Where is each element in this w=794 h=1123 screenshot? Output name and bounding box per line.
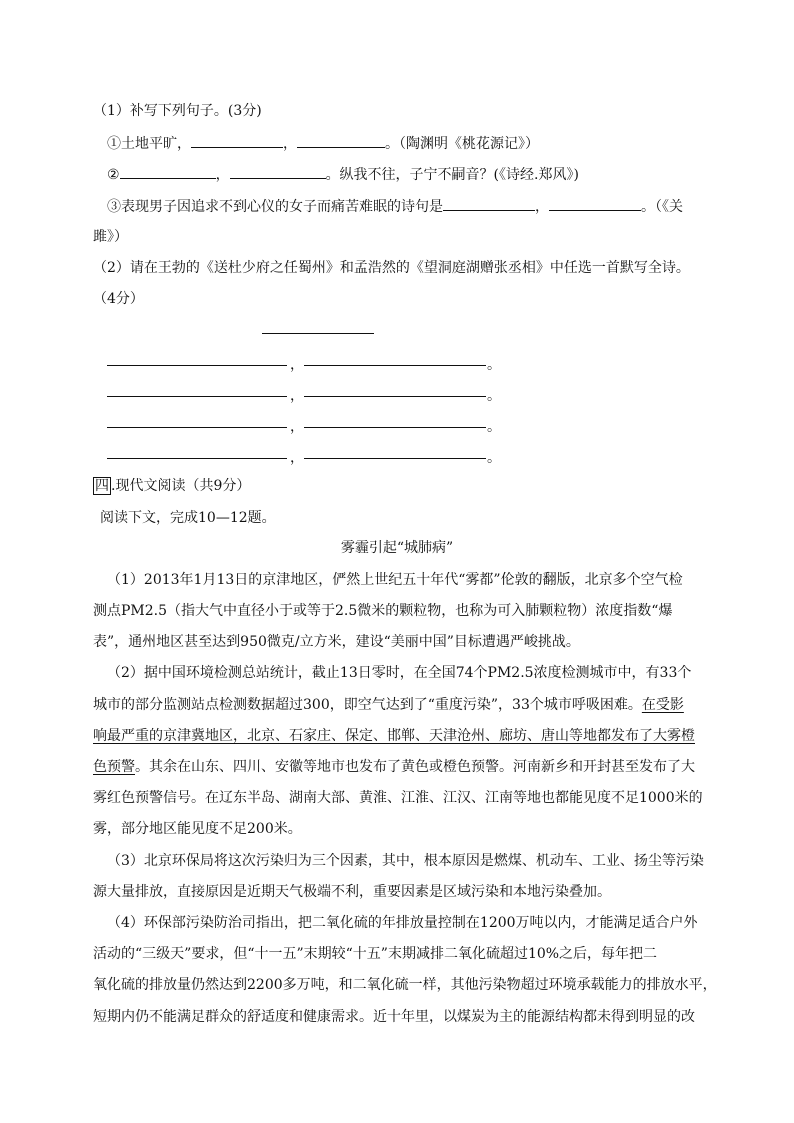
blank-1a[interactable] xyxy=(191,133,283,148)
blank-2a[interactable] xyxy=(120,164,216,179)
q1-item3-suffix: 。（《关 xyxy=(641,199,683,215)
q2-header: （2）请在王勃的《送杜少府之任蜀州》和孟浩然的《望洞庭湖赠张丞相》中任选一首默写全诗。 xyxy=(93,260,690,276)
blank-1b[interactable] xyxy=(297,133,385,148)
poem-row-1[interactable] xyxy=(107,352,501,373)
q1-item3-sep: ， xyxy=(535,199,549,215)
blank-2b[interactable] xyxy=(230,164,326,179)
p4-line1: （4）环保部污染防治司指出，把二氧化硫的年排放量控制在1200万吨以内，才能满足适合户外 xyxy=(107,915,698,931)
poem-row-3[interactable] xyxy=(107,414,501,435)
p2-line4 xyxy=(93,757,695,777)
q1-item3-cont: 雎》） xyxy=(93,229,128,245)
p1-line1: （1）2013年1月13日的京津地区，俨然上世纪五十年代“雾都”伦敦的翻版，北京多个空气检 xyxy=(107,572,683,588)
p2-line2 xyxy=(93,695,684,715)
p2-line3-underlined: 响最严重的京津冀地区，北京、石家庄、保定、邯郸、天津沧州、廊坊、唐山等地都发布了大雾橙 xyxy=(93,728,695,744)
p2-line1: （2）据中国环境检测总站统计，截止13日零时，在全国74个PM2.5浓度检测城市中，有33个 xyxy=(107,665,692,681)
q1-item2-prefix: ② xyxy=(107,167,120,183)
q2-points: （4分） xyxy=(93,291,144,307)
article-title: 雾霾引起“城肺病” xyxy=(340,540,454,556)
poem-comma: ， xyxy=(290,450,304,466)
section4-heading xyxy=(93,476,250,496)
q1-item1-suffix: 。（陶渊明《桃花源记》） xyxy=(385,136,539,152)
p2-line5: 雾红色预警信号。在辽东半岛、湖南大部、黄淮、江淮、江汉、江南等地也都能见度不足1000米的 xyxy=(93,790,703,806)
poem-row-2[interactable] xyxy=(107,383,501,404)
poem-comma: ， xyxy=(290,419,304,435)
q1-item2-suffix: 。纵我不往，子宁不嗣音？(《诗经.郑风》) xyxy=(325,167,579,183)
p1-line3: 表”，通州地区甚至达到950微克/立方米，建设“美丽中国”目标遭遇严峻挑战。 xyxy=(93,634,580,650)
p2-line4-text: 。其余在山东、四川、安徽等地市也发布了黄色或橙色预警。河南新乡和开封甚至发布了大 xyxy=(135,759,695,775)
p3-line1: （3）北京环保局将这次污染归为三个因素，其中，根本原因是燃煤、机动车、工业、扬尘等污染 xyxy=(107,853,704,869)
p1-line2: 测点PM2.5（指大气中直径小于或等于2.5微米的颗粒物，也称为可入肺颗粒物）浓度指数“爆 xyxy=(93,603,673,619)
q1-item1-sep: ， xyxy=(283,136,297,152)
p4-line3: 氧化硫的排放量仍然达到2200多万吨，和二氧化硫一样，其他污染物超过环境承载能力的排放水平， xyxy=(93,977,717,993)
poem-period: 。 xyxy=(487,450,501,466)
poem-period: 。 xyxy=(487,388,501,404)
blank-3b[interactable] xyxy=(549,196,641,211)
poem-comma: ， xyxy=(290,357,304,373)
p4-line4: 短期内仍不能满足群众的舒适度和健康需求。近十年里，以煤炭为主的能源结构都未得到明显的改 xyxy=(93,1009,695,1025)
poem-title-blank[interactable] xyxy=(262,333,374,334)
p2-line2-underlined: 在受影 xyxy=(641,697,684,713)
q1-header: （1）补写下列句子。(3分) xyxy=(93,103,262,119)
p2-line6: 雾，部分地区能见度不足200米。 xyxy=(93,821,302,837)
q1-item2 xyxy=(107,164,579,185)
p2-line2-text: 城市的部分监测站点检测数据超过300，即空气达到了“重度污染”，33个城市呼吸困难。 xyxy=(93,697,642,713)
poem-comma: ， xyxy=(290,388,304,404)
poem-row-4[interactable] xyxy=(107,445,501,466)
section4-instruction: 阅读下文，完成10—12题。 xyxy=(100,510,276,526)
q1-item3-prefix: ③表现男子因追求不到心仪的女子而痛苦难眠的诗句是 xyxy=(107,199,443,215)
q1-item2-sep: ， xyxy=(215,167,230,183)
p4-line2: 活动的“三级天”要求，但“十一五”末期较“十五”末期减排二氧化硫超过10%之后，每年把二 xyxy=(93,946,658,962)
poem-period: 。 xyxy=(487,357,501,373)
q1-item3 xyxy=(107,196,683,217)
p3-line2: 源大量排放，直接原因是近期天气极端不利，重要因素是区域污染和本地污染叠加。 xyxy=(93,884,611,900)
section4-title: .现代文阅读（共9分） xyxy=(111,478,251,494)
p2-line4-underlined: 色预警 xyxy=(93,759,135,775)
poem-period: 。 xyxy=(487,419,501,435)
q1-item1 xyxy=(107,133,539,154)
q1-item1-prefix: ①土地平旷， xyxy=(107,136,191,152)
blank-3a[interactable] xyxy=(443,196,535,211)
section4-number: 四 xyxy=(95,478,109,494)
